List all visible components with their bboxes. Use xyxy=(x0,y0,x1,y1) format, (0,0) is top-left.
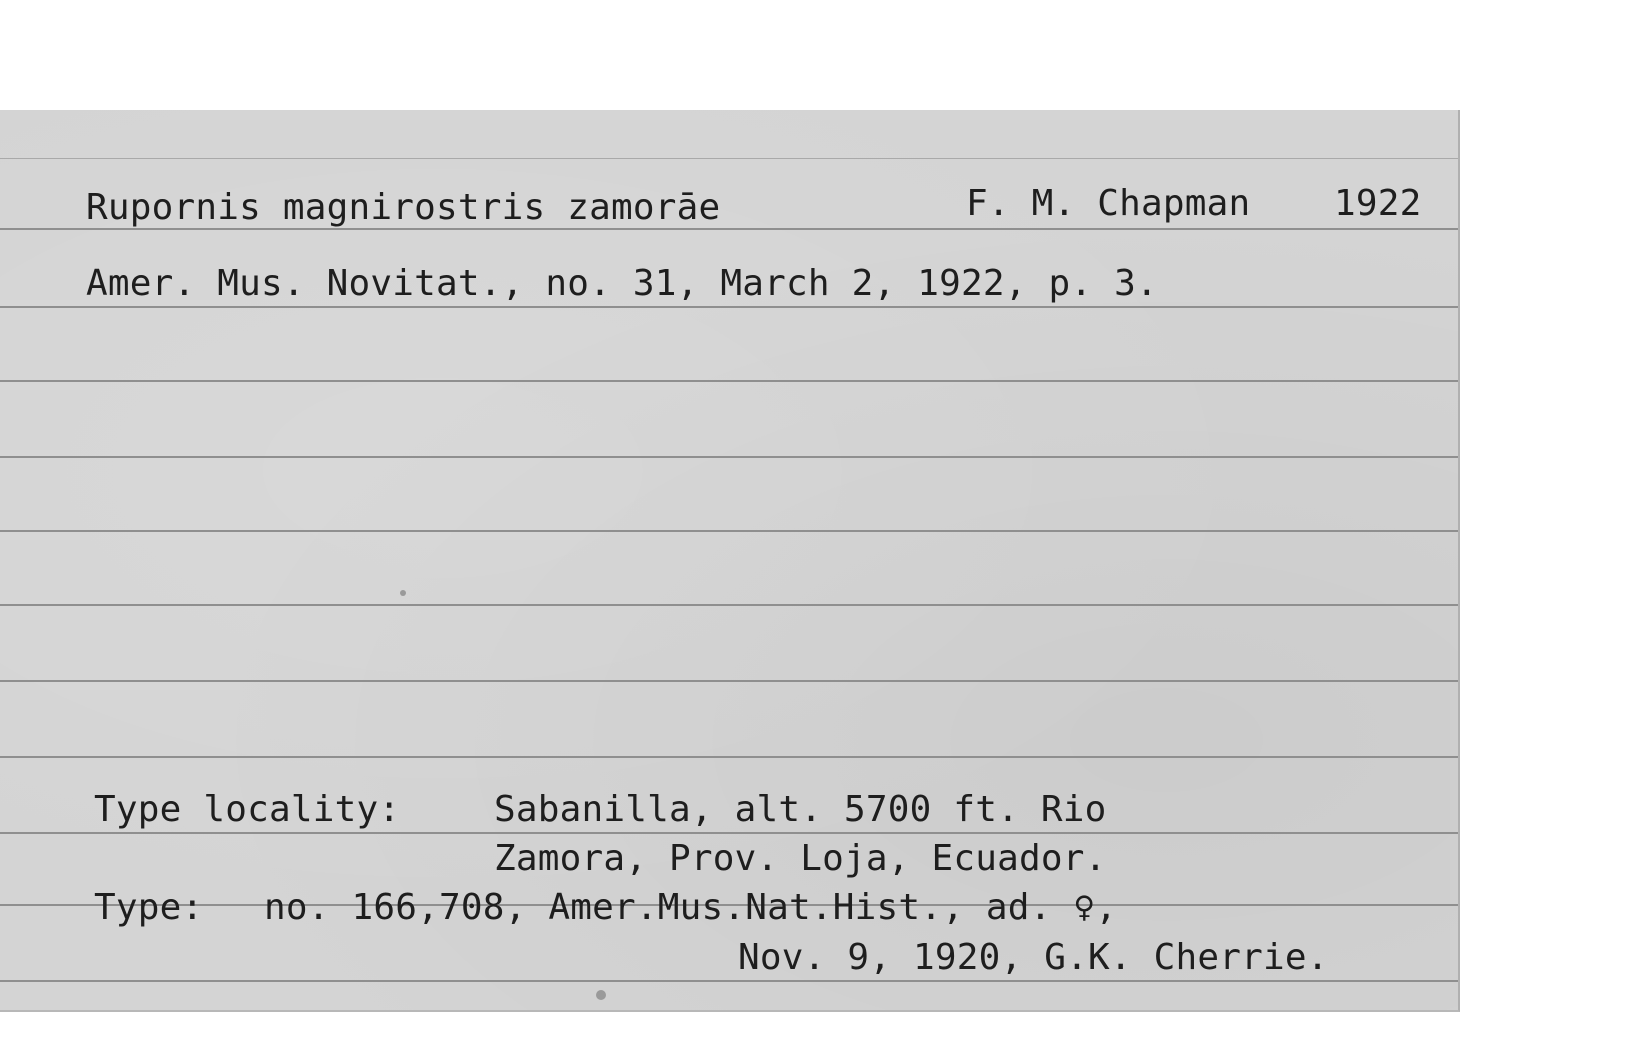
ink-speck xyxy=(596,990,606,1000)
card-rule xyxy=(0,604,1458,606)
type-label: Type: xyxy=(94,887,204,928)
type-locality-line-1: Sabanilla, alt. 5700 ft. Rio xyxy=(494,789,1107,830)
species-name: Rupornis magnirostris zamorāe xyxy=(86,187,721,228)
type-locality-label: Type locality: xyxy=(94,789,401,830)
card-rule xyxy=(0,832,1458,834)
card-rule xyxy=(0,158,1458,159)
card-rule xyxy=(0,980,1458,982)
index-card xyxy=(0,110,1460,1012)
card-rule xyxy=(0,228,1458,230)
card-rule xyxy=(0,756,1458,758)
card-rule xyxy=(0,680,1458,682)
author-name: F. M. Chapman xyxy=(966,183,1251,224)
ink-speck xyxy=(400,590,406,596)
type-locality-line-2: Zamora, Prov. Loja, Ecuador. xyxy=(494,838,1107,879)
type-specimen-line-2: Nov. 9, 1920, G.K. Cherrie. xyxy=(738,937,1329,978)
card-rule xyxy=(0,306,1458,308)
citation: Amer. Mus. Novitat., no. 31, March 2, 1922, p. 3. xyxy=(86,263,1158,304)
year: 1922 xyxy=(1334,183,1422,224)
card-rule xyxy=(0,380,1458,382)
card-rule xyxy=(0,456,1458,458)
card-rule xyxy=(0,530,1458,532)
type-specimen-line-1: no. 166,708, Amer.Mus.Nat.Hist., ad. ♀, xyxy=(264,887,1118,928)
